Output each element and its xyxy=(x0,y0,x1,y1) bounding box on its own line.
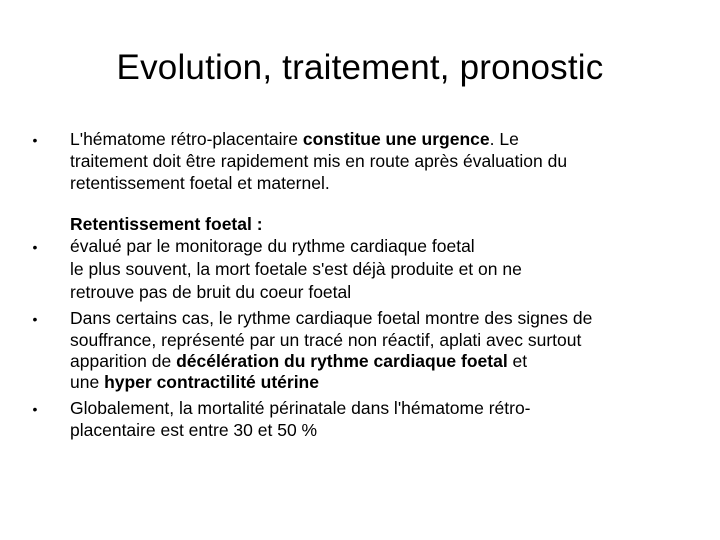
p3-line-1: Dans certains cas, le rythme cardiaque foetal montre des signes de xyxy=(70,308,593,328)
p1-line-1-c: . Le xyxy=(489,129,519,149)
p2-line-3: retrouve pas de bruit du coeur foetal xyxy=(70,282,352,302)
p1-emphasis: constitue une urgence xyxy=(302,129,490,149)
p3-line-3 xyxy=(70,352,527,371)
bullet-3: • xyxy=(32,311,38,327)
slide-title: Evolution, traitement, pronostic xyxy=(116,48,604,87)
bullet-2: • xyxy=(32,239,38,255)
p3-line-4 xyxy=(70,373,319,392)
bullet-1: • xyxy=(32,132,38,148)
p1-line-3: retentissement foetal et maternel. xyxy=(70,173,330,193)
p3-line-2: souffrance, représenté par un tracé non réactif, aplati avec surtout xyxy=(70,330,582,350)
p1-line-1 xyxy=(70,130,519,149)
p1-line-1-a: L'hématome rétro-placentaire xyxy=(70,129,303,149)
p3-line-4-a: une xyxy=(70,372,105,392)
bullet-4: • xyxy=(32,401,38,417)
subheading-retentissement: Retentissement foetal : xyxy=(70,214,263,234)
p4-line-2: placentaire est entre 30 et 50 % xyxy=(70,420,318,440)
p4-line-1: Globalement, la mortalité périnatale dans l'hématome rétro- xyxy=(70,398,531,418)
p3-emphasis-deceleration: décélération du rythme cardiaque foetal xyxy=(176,351,508,371)
p3-emphasis-hyper: hyper contractilité utérine xyxy=(104,372,319,392)
p2-line-1: évalué par le monitorage du rythme cardiaque foetal xyxy=(70,236,475,256)
p1-line-2: traitement doit être rapidement mis en route après évaluation du xyxy=(70,151,568,171)
p2-line-2: le plus souvent, la mort foetale s'est déjà produite et on ne xyxy=(70,259,522,279)
p3-line-3-a: apparition de xyxy=(70,351,177,371)
p3-line-3-c: et xyxy=(507,351,528,371)
